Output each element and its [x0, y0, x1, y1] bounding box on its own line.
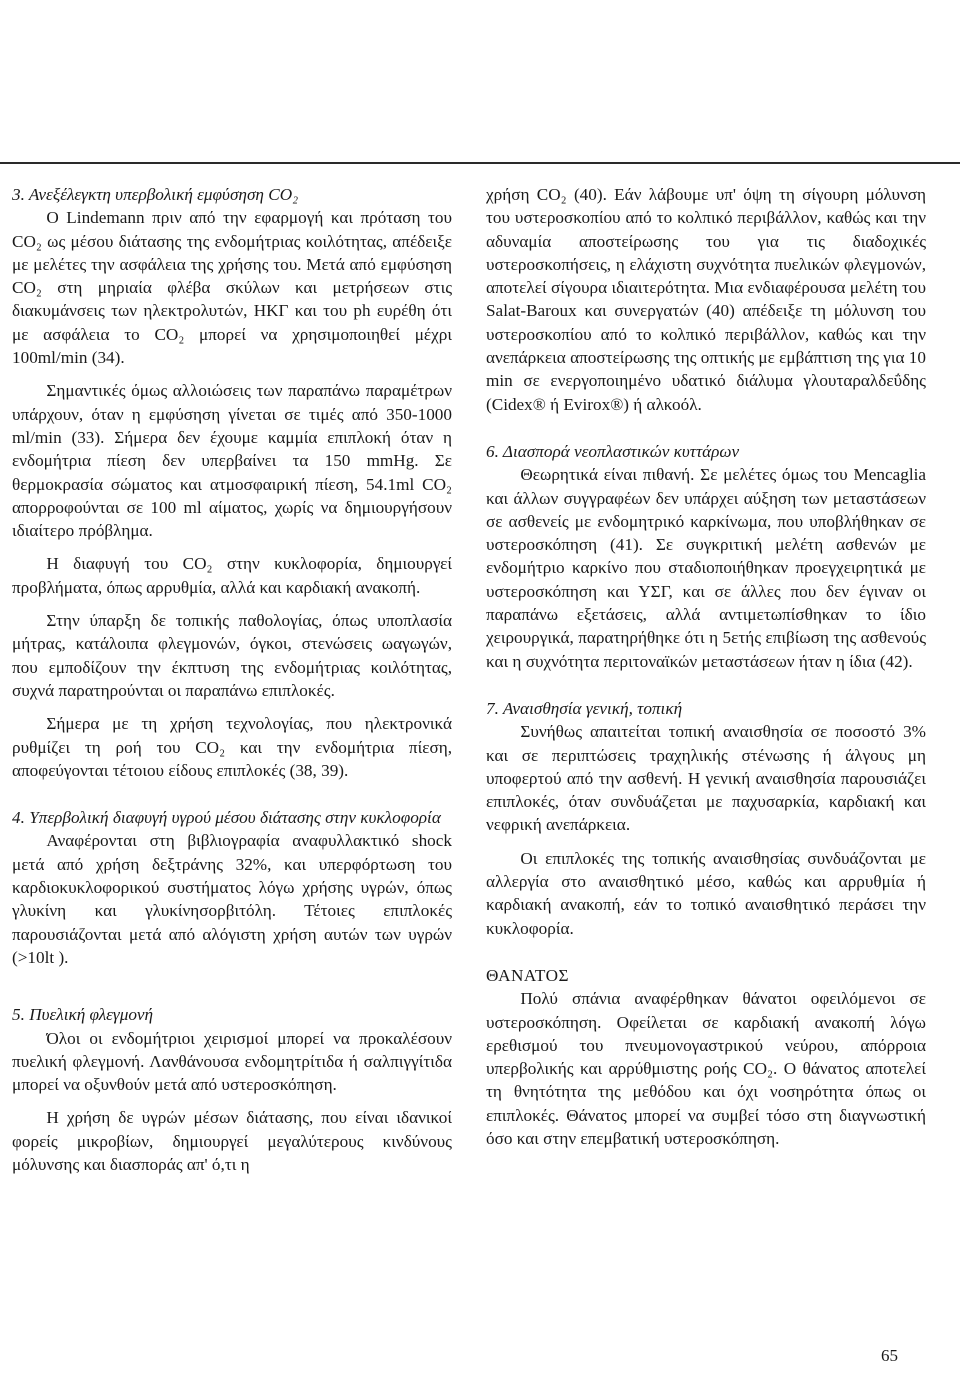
section-5-paragraph-1: Όλοι οι ενδομήτριοι χειρισμοί μπορεί να προκαλέσουν πυελική φλεγμονή. Λανθάνουσα ενδομητρίτιδα ή σαλπιγγίτιδα μπορεί να οξυνθούν μετά από υστεροσκόπηση.: [12, 1028, 452, 1095]
section-7-paragraph-2: Οι επιπλοκές της τοπικής αναισθησίας συνδυάζονται με αλλεργία στο αναισθητικό μέσο, καθώς και αρρυθμία ή καρδιακή ανακοπή, εάν το τοπικό αναισθητικό περάσει την κυκλοφορία.: [486, 848, 926, 938]
header-rule: [0, 162, 960, 164]
section-6-heading: 6. Διασπορά νεοπλαστικών κυττάρων: [486, 441, 740, 461]
section-3-paragraph-3: Η διαφυγή του CO₂ στην κυκλοφορία, δημιουργεί προβλήματα, όπως αρρυθμία, αλλά και καρδιακή ανακοπή.: [12, 554, 452, 597]
right-column: [486, 183, 926, 1150]
death-heading: ΘΑΝΑΤΟΣ: [486, 965, 570, 985]
section-3-paragraph-4: Στην ύπαρξη δε τοπικής παθολογίας, όπως υποπλασία μήτρας, κατάλοιπα φλεγμονών, όγκοι, στενώσεις ωαγωγών, που εμποδίζουν την έκπτυση της ενδομήτριας κοιλότητας, συχνά παρατηρούνται οι παραπάνω επιπλοκές.: [12, 611, 452, 700]
section-4-paragraph-1: Αναφέρονται στη βιβλιογραφία αναφυλλακτικό shock μετά από χρήση δεξτράνης 32%, και υπερφόρτωση του καρδιοκυκλοφορικού συστήματος λόγω χρήσης υγρών, όπως γλυκίνη και γλυκίνησορβιτόλη. Τέτοιες επιπλοκές παρουσιάζονται μετά από αλόγιστη χρήση αυτών των υγρών (>10lt ).: [12, 831, 452, 967]
section-3-heading: 3. Ανεξέλεγκτη υπερβολική εμφύσηση CO₂: [12, 185, 299, 204]
section-5-paragraph-2: Η χρήση δε υγρών μέσων διάτασης, που είναι ιδανικοί φορείς μικροβίων, δημιουργεί μεγαλύτερους κινδύνους μόλυνσης και διασποράς απ' ό,τι η: [12, 1108, 452, 1174]
section-3-paragraph-2: Σημαντικές όμως αλλοιώσεις των παραπάνω παραμέτρων υπάρχουν, όταν η εμφύσηση γίνεται σε τιμές από 350-1000 ml/min (33). Σήμερα δεν έχουμε καμμία επιπλοκή όταν η ενδομήτρια πίεση δεν υπερβαίνει τα 150 mmHg. Σε θερμοκρασία σώματος και ατμοσφαιρική πίεση, 54.1ml CO₂ απορροφούνται σε 100 ml αίματος, χωρίς να δημιουργήσουν ιδιαίτερο πρόβλημα.: [12, 381, 452, 541]
left-column: [12, 183, 452, 1176]
page-number: 65: [881, 1346, 898, 1365]
section-5-heading: 5. Πυελική φλεγμονή: [12, 1005, 154, 1025]
section-3-paragraph-1: Ο Lindemann πριν από την εφαρμογή και πρόταση του CO₂ ως μέσου διάτασης της ενδομήτριας κοιλότητας, απέδειξε με μελέτες την ασφάλεια της χρήσης του. Μετά από εμφύσηση CO₂ στη μηριαία φλέβα σκύλων και μετρήσεων στις διακυμάνσεις των ηλεκτρολυτών, ΗΚΓ και του ph ευρέθη ότι με ασφάλεια το CO₂ μπορεί να χρησιμοποιηθεί μέχρι 100ml/min (34).: [12, 208, 452, 368]
death-paragraph-1: Πολύ σπάνια αναφέρθηκαν θάνατοι οφειλόμενοι σε υστεροσκόπηση. Οφείλεται σε καρδιακή ανακοπή λόγω ερεθισμού του πνευμονογαστρικού νεύρου, απόρροια υπερβολικής και αρρύθμιστης ροής CO₂. Ο θάνατος αποτελεί τη θνητότητα της μεθόδου και όχι νοσηρότητα όπως οι επιπλοκές. Θάνατος μπορεί να συμβεί τόσο στη διαγνωστική όσο και στην επεμβατική υστεροσκόπηση.: [486, 989, 926, 1148]
section-7-paragraph-1: Συνήθως απαιτείται τοπική αναισθησία σε ποσοστό 3% και σε περιπτώσεις τραχηλικής στένωσης ή άλγους μη υποφερτού από την ασθενή. Η γενική αναισθησία παρουσιάζει επιπλοκές, όταν συνδυάζεται με παχυσαρκία, καρδιακή και νεφρική ανεπάρκεια.: [486, 722, 926, 835]
section-3-paragraph-5: Σήμερα με τη χρήση τεχνολογίας, που ηλεκτρονικά ρυθμίζει τη ροή του CO₂ και την ενδομήτρια πίεση, αποφεύγονται τέτοιου είδους επιπλοκές (38, 39).: [12, 714, 452, 780]
section-4-heading: 4. Υπερβολική διαφυγή υγρού μέσου διάτασης στην κυκλοφορία: [12, 808, 441, 828]
section-6-paragraph-1: Θεωρητικά είναι πιθανή. Σε μελέτες όμως του Mencaglia και άλλων συγγραφέων δεν υπάρχει αύξηση των μεταστάσεων σε ασθενείς με ενδομητρικό καρκίνωμα, που υποβλήθηκαν σε υστεροσκόπηση (41). Σε συγκριτική μελέτη ασθενών με ενδομήτριο καρκίνο που σταδιοποιήθηκαν προεγχειρητικά με υστεροσκόπηση και ΥΣΓ, και σε άλλες που δεν έγιναν οι παραπάνω εξετάσεις, αλλά αντιμετωπίσθηκαν το ίδιο χειρουργικά, παρατηρήθηκε ότι η 5ετής επιβίωση της ασθενούς και η συχνότητα περιτοναϊκών μεταστάσεων ήταν η ίδια (42).: [486, 465, 926, 671]
section-5-continuation: χρήση CO₂ (40). Εάν λάβουμε υπ' όψη τη σίγουρη μόλυνση του υστεροσκοπίου από το κολπικό περιβάλλον, καθώς και την αδυναμία αποστείρωσης του για τις διαδοχικές υστεροσκοπήσεις, η ελάχιστη συχνότητα πυελικών φλεγμονών, αποτελεί σίγουρα ιδιαιτερότητα. Μια ενδιαφέρουσα μελέτη του Salat-Baroux και συνεργατών (40) απέδειξε τη μόλυνση του υστεροσκοπίου από το κολπικό περιβάλλον, καθώς και την ανεπάρκεια αποστείρωσης της οπτικής με εμβάπτιση της για 10 min σε ενεργοποιημένο υδατικό διάλυμα γλουταραλδεΰδης (Cidex® ή Evirox®) ή αλκοόλ.: [486, 185, 926, 414]
section-7-heading: 7. Αναισθησία γενική, τοπική: [486, 698, 683, 718]
